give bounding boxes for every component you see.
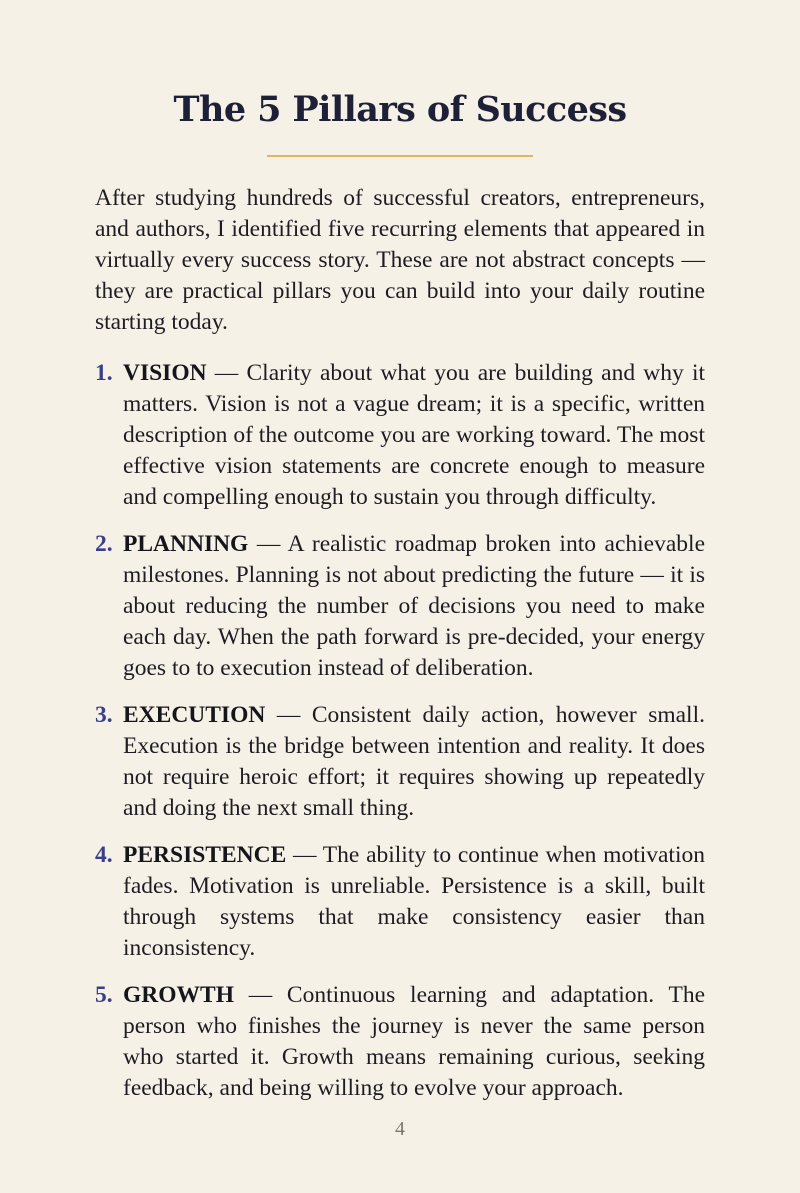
pillar-name: EXECUTION <box>123 702 266 728</box>
pillar-item-vision <box>95 358 705 513</box>
pillar-number: 3. <box>95 702 113 728</box>
pillar-description: — Consistent daily action, however small. Execution is the bridge between intention and reality. It does not require heroic effort; it requires showing up repeatedly and doing the next small thing. <box>123 702 705 821</box>
pillar-description: — Clarity about what you are building and why it matters. Vision is not a vague dream; it is a specific, written description of the outcome you are working toward. The most effective vision statements are concrete enough to measure and compelling enough to sustain you through difficulty. <box>123 360 705 510</box>
pillar-number: 4. <box>95 842 113 868</box>
pillar-body <box>123 840 705 964</box>
pillar-name: VISION <box>123 360 207 386</box>
page-number: 4 <box>395 1118 405 1140</box>
pillar-name: GROWTH <box>123 982 234 1008</box>
pillar-item-planning <box>95 529 705 684</box>
pillar-item-execution <box>95 700 705 824</box>
title-divider <box>267 155 533 157</box>
pillar-number: 2. <box>95 531 113 557</box>
pillar-name: PLANNING <box>123 531 249 557</box>
pillar-number: 5. <box>95 982 113 1008</box>
pillar-item-growth <box>95 980 705 1104</box>
pillar-name: PERSISTENCE <box>123 842 287 868</box>
pillar-body <box>123 980 705 1104</box>
pillar-body <box>123 700 705 824</box>
pillar-body <box>123 358 705 513</box>
pillar-number: 1. <box>95 360 113 386</box>
pillar-item-persistence <box>95 840 705 964</box>
pillar-description: — The ability to continue when motivation fades. Motivation is unreliable. Persistence is a skill, built through systems that make consistency easier than inconsistency. <box>123 842 705 961</box>
intro-paragraph: After studying hundreds of successful creators, entrepreneurs, and authors, I identified five recurring elements that appeared in virtually every success story. These are not abstract concepts — they are practical pillars you can build into your daily routine starting today. <box>95 185 705 335</box>
pillar-description: — A realistic roadmap broken into achievable milestones. Planning is not about predicting the future — it is about reducing the number of decisions you need to make each day. When the path forward is pre-decided, your energy goes to to execution instead of deliberation. <box>123 531 705 681</box>
page-title: The 5 Pillars of Success <box>173 89 627 130</box>
pillars-list <box>95 358 705 1104</box>
pillar-body <box>123 529 705 684</box>
pillar-description: — Continuous learning and adaptation. The person who finishes the journey is never the same person who started it. Growth means remaining curious, seeking feedback, and being willing to evolve your approach. <box>123 982 705 1101</box>
